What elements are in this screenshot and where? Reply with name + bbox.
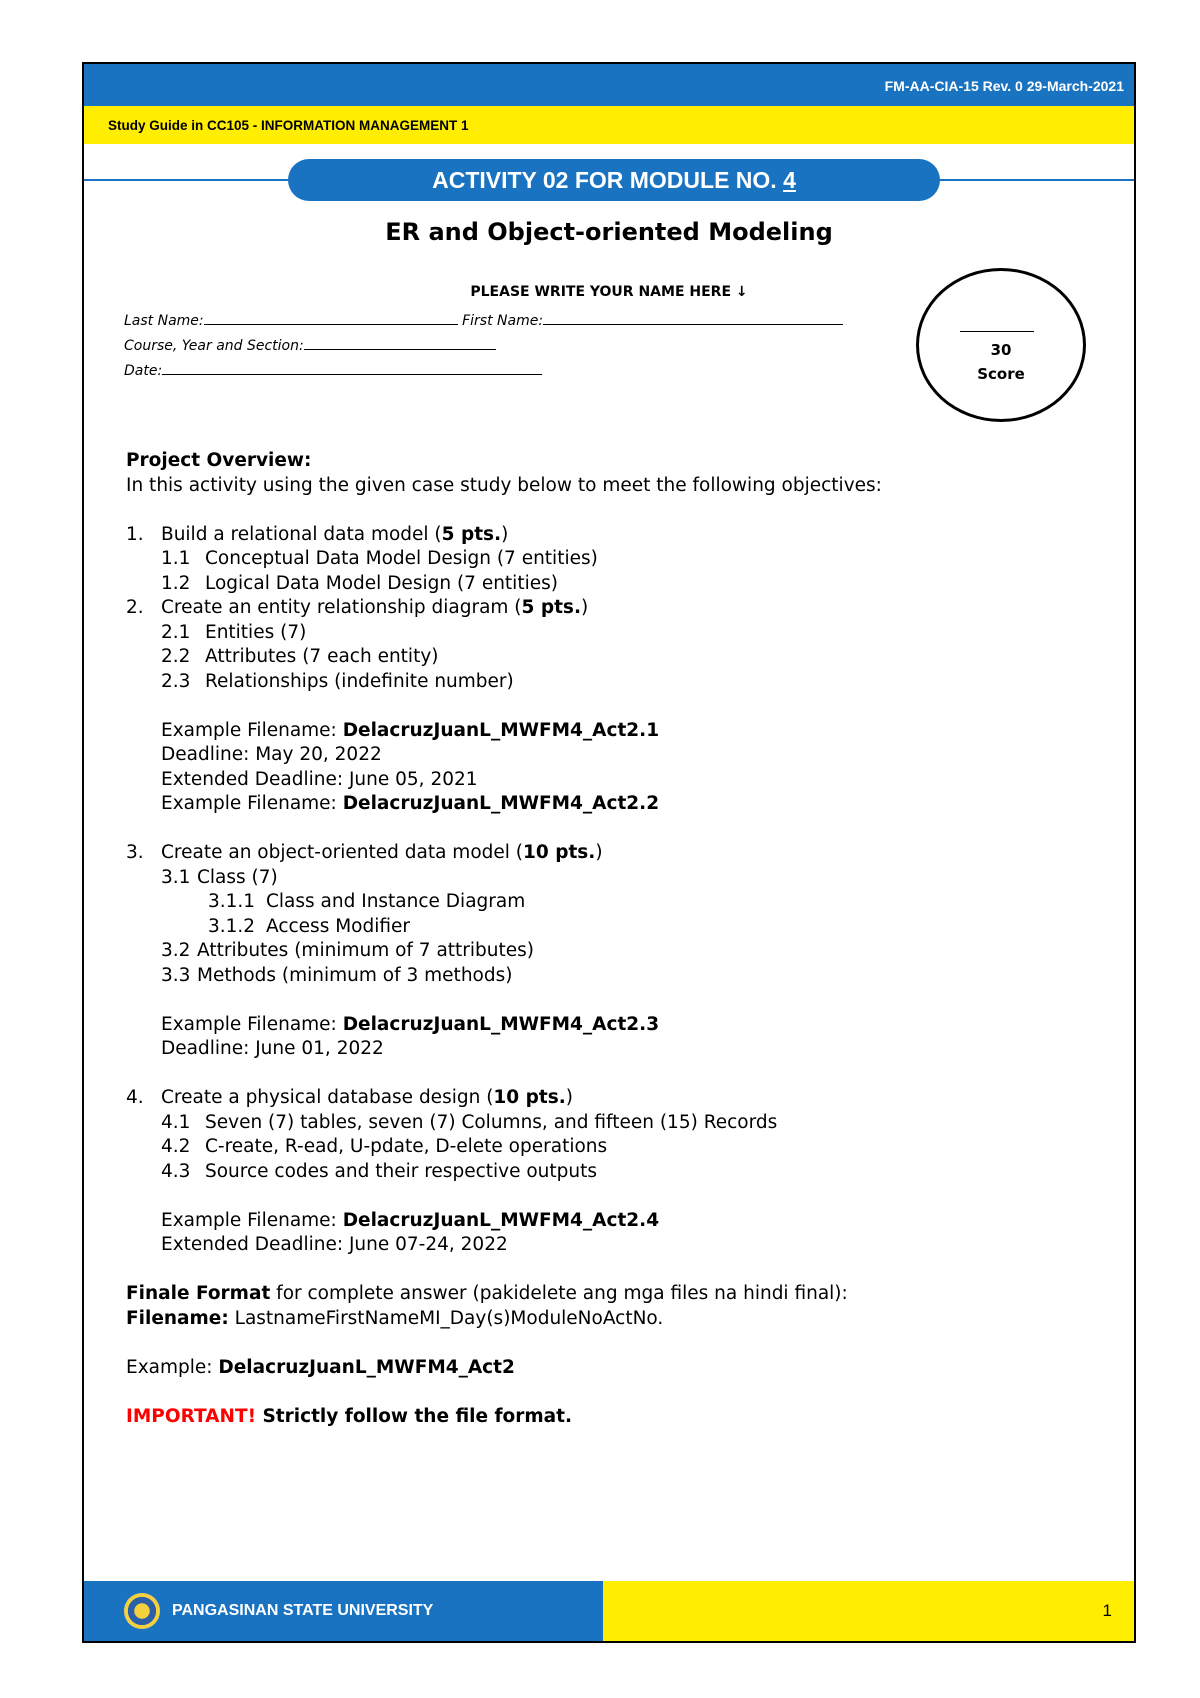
sub-objective: 3.1.1 Class and Instance Diagram bbox=[208, 891, 526, 912]
overview-heading: Project Overview: bbox=[126, 450, 312, 471]
course-blank[interactable] bbox=[304, 335, 496, 350]
score-blank[interactable] bbox=[960, 331, 1034, 332]
document-body bbox=[126, 449, 1086, 1429]
example-line: Example: DelacruzJuanL_MWFM4_Act2 bbox=[126, 1356, 515, 1378]
last-name-blank[interactable] bbox=[204, 310, 458, 325]
filename-format-line: Filename: LastnameFirstNameMI_Day(s)ModuleNoActNo. bbox=[126, 1307, 664, 1329]
footer-bar bbox=[84, 1581, 603, 1641]
sub-objective: 2.3 Relationships (indefinite number) bbox=[161, 670, 514, 692]
sub-objective: 4.1 Seven (7) tables, seven (7) Columns, and fifteen (15) Records bbox=[161, 1111, 778, 1133]
example-filename: Example Filename: DelacruzJuanL_MWFM4_Act2.1 bbox=[161, 719, 660, 741]
sub-objective: 2.2 Attributes (7 each entity) bbox=[161, 646, 439, 667]
university-name: PANGASINAN STATE UNIVERSITY bbox=[172, 1602, 434, 1619]
objective-item: 4. Create a physical database design (10 pts.) bbox=[126, 1087, 573, 1108]
sub-objective: 4.3 Source codes and their respective outputs bbox=[161, 1160, 598, 1182]
name-fields-row bbox=[124, 310, 843, 329]
first-name-blank[interactable] bbox=[543, 310, 843, 325]
score-total: 30 bbox=[990, 341, 1012, 359]
first-name-label: First Name: bbox=[462, 313, 544, 329]
important-note: IMPORTANT! Strictly follow the file format. bbox=[126, 1405, 573, 1427]
sub-objective: 3.3 Methods (minimum of 3 methods) bbox=[161, 964, 513, 986]
score-box bbox=[916, 268, 1086, 422]
document-page bbox=[82, 62, 1136, 1643]
last-name-label: Last Name: bbox=[124, 313, 204, 329]
footer-page-area bbox=[603, 1581, 1134, 1641]
document-title: ER and Object-oriented Modeling bbox=[385, 218, 833, 246]
extended-deadline: Extended Deadline: June 05, 2021 bbox=[161, 768, 478, 790]
sub-objective: 3.2 Attributes (minimum of 7 attributes) bbox=[161, 940, 535, 961]
overview-intro: In this activity using the given case study below to meet the following objectives: bbox=[126, 474, 882, 496]
sub-objective: 3.1.2 Access Modifier bbox=[208, 915, 411, 937]
deadline: Deadline: May 20, 2022 bbox=[161, 744, 382, 765]
objective-item: 3. Create an object-oriented data model (10 pts.) bbox=[126, 842, 603, 863]
module-number: 4 bbox=[783, 167, 796, 193]
course-label: Course, Year and Section: bbox=[124, 338, 304, 354]
date-label: Date: bbox=[124, 363, 163, 379]
sub-objective: 4.2 C-reate, R-ead, U-pdate, D-elete operations bbox=[161, 1136, 608, 1157]
subheader-bar bbox=[84, 106, 1134, 144]
header-bar bbox=[84, 64, 1134, 106]
sub-objective: 1.2 Logical Data Model Design (7 entities) bbox=[161, 572, 558, 594]
page-number: 1 bbox=[1102, 1601, 1112, 1620]
score-label: Score bbox=[977, 365, 1025, 383]
name-prompt: PLEASE WRITE YOUR NAME HERE ↓ bbox=[470, 284, 748, 300]
example-filename: Example Filename: DelacruzJuanL_MWFM4_Act2.4 bbox=[161, 1209, 660, 1231]
form-code: FM-AA-CIA-15 Rev. 0 29-March-2021 bbox=[884, 78, 1124, 94]
example-filename: Example Filename: DelacruzJuanL_MWFM4_Act2.2 bbox=[161, 793, 660, 814]
date-field-row bbox=[124, 360, 542, 379]
final-format-line: Finale Format for complete answer (pakidelete ang mga files na hindi final): bbox=[126, 1283, 848, 1304]
deadline: Deadline: June 01, 2022 bbox=[161, 1038, 384, 1059]
activity-banner bbox=[288, 159, 940, 201]
study-guide-title: Study Guide in CC105 - INFORMATION MANAGEMENT 1 bbox=[108, 118, 469, 133]
date-blank[interactable] bbox=[162, 360, 542, 375]
objective-item: 1. Build a relational data model (5 pts.) bbox=[126, 523, 509, 545]
course-field-row bbox=[124, 335, 496, 354]
university-seal-icon bbox=[124, 1593, 160, 1629]
sub-objective: 3.1 Class (7) bbox=[161, 866, 278, 888]
example-filename: Example Filename: DelacruzJuanL_MWFM4_Act2.3 bbox=[161, 1013, 660, 1035]
banner-text: ACTIVITY 02 FOR MODULE NO. bbox=[432, 167, 784, 193]
sub-objective: 2.1 Entities (7) bbox=[161, 621, 307, 643]
objective-item: 2. Create an entity relationship diagram (5 pts.) bbox=[126, 597, 589, 618]
sub-objective: 1.1 Conceptual Data Model Design (7 entities) bbox=[161, 548, 598, 569]
extended-deadline: Extended Deadline: June 07-24, 2022 bbox=[161, 1234, 508, 1255]
